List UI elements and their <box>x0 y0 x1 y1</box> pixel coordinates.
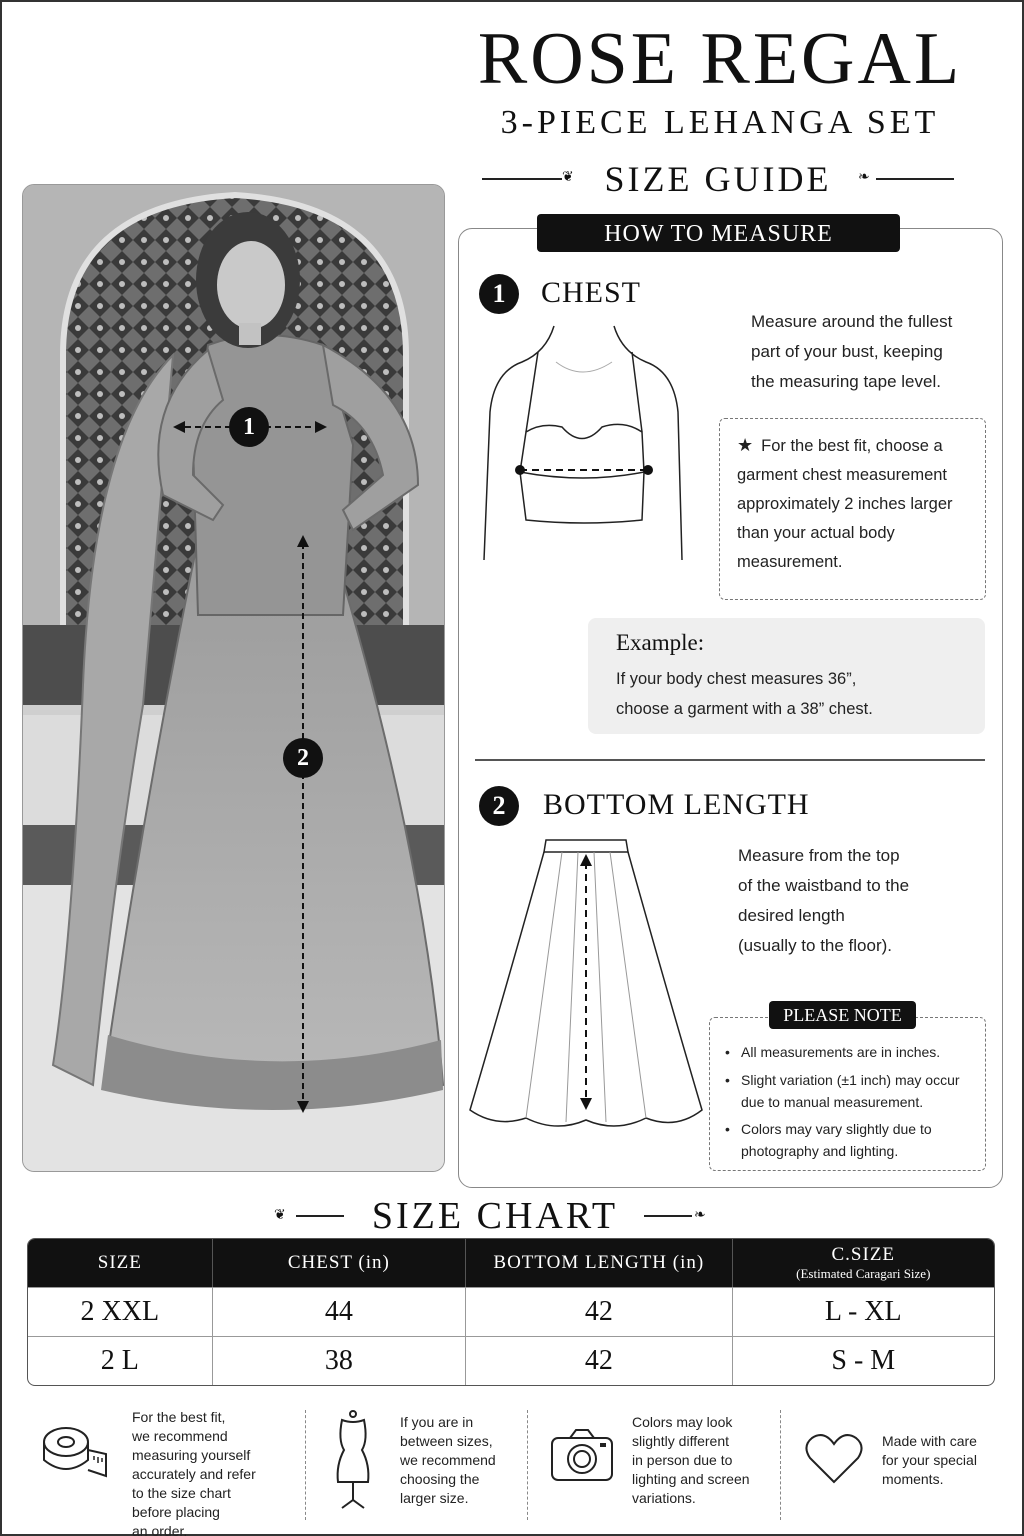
chest-title: CHEST <box>541 276 642 309</box>
bottom-number-badge: 2 <box>479 786 519 826</box>
table-row <box>28 1336 994 1385</box>
table-cell: 2 XXL <box>28 1287 213 1336</box>
ornament-left-icon: ❦ <box>274 1206 286 1222</box>
size-chart-title: SIZE CHART <box>371 1195 619 1237</box>
chest-tip: ★ For the best fit, choose a garment chest measurement approximately 2 inches larger than your actual body measurement. <box>737 435 953 571</box>
how-to-measure-label: HOW TO MEASURE <box>537 214 900 252</box>
bottom-length-title: BOTTOM LENGTH <box>543 788 810 821</box>
camera-icon <box>550 1428 614 1482</box>
footer-divider <box>527 1410 528 1520</box>
note-item-3: • Colors may vary slightly due to photography and lighting. <box>741 1118 981 1162</box>
footer-divider <box>305 1410 306 1520</box>
size-guide-heading <box>478 158 958 202</box>
size-guide-title: SIZE GUIDE <box>604 159 832 199</box>
column-header-size: SIZE <box>28 1239 213 1287</box>
table-row <box>28 1287 994 1336</box>
footer-tip-sizes: If you are in between sizes, we recommend choosing the larger size. <box>400 1414 496 1506</box>
footer-divider <box>780 1410 781 1520</box>
product-title: ROSE REGAL <box>477 18 963 100</box>
chest-description: Measure around the fullest part of your bust, keeping the measuring tape level. <box>751 312 953 391</box>
heart-icon <box>804 1432 864 1486</box>
chest-number-badge: 1 <box>479 274 519 314</box>
table-cell: S - M <box>733 1336 994 1385</box>
section-divider <box>475 759 985 761</box>
chest-diagram-icon <box>482 322 687 564</box>
table-header-row <box>28 1239 994 1287</box>
chest-marker: 1 <box>243 414 255 440</box>
note-item-2: • Slight variation (±1 inch) may occur due to manual measurement. <box>741 1069 981 1113</box>
table-cell: 44 <box>213 1287 466 1336</box>
size-chart-table <box>27 1238 995 1386</box>
please-note-label: PLEASE NOTE <box>769 1001 916 1029</box>
note-item-1: • All measurements are in inches. <box>741 1041 981 1063</box>
product-subtitle: 3-PIECE LEHANGA SET <box>500 104 940 141</box>
table-cell: 2 L <box>28 1336 213 1385</box>
table-cell: 38 <box>213 1336 466 1385</box>
ornament-left-icon: ❦ <box>562 168 574 184</box>
model-photo <box>22 184 445 1172</box>
ornament-right-icon: ❧ <box>694 1206 706 1222</box>
bottom-length-description: Measure from the top of the waistband to the desired length (usually to the floor). <box>738 846 910 955</box>
example-title: Example: <box>616 630 705 655</box>
table-cell: 42 <box>466 1287 732 1336</box>
star-icon: ★ <box>737 435 754 455</box>
measuring-tape-icon <box>40 1420 112 1482</box>
length-marker: 2 <box>297 745 309 771</box>
column-header-bottom-length: BOTTOM LENGTH (in) <box>466 1239 732 1287</box>
footer-tip-measure: For the best fit, we recommend measuring yourself accurately and refer to the size chart before placing an order. <box>132 1409 256 1536</box>
footer-tip-care: Made with care for your special moments. <box>882 1433 977 1487</box>
skirt-diagram-icon <box>466 838 706 1138</box>
table-cell: 42 <box>466 1336 732 1385</box>
ornament-right-icon: ❧ <box>858 168 870 184</box>
column-header-chest: CHEST (in) <box>213 1239 466 1287</box>
dress-form-icon <box>330 1410 376 1510</box>
column-header-csize: C.SIZE (Estimated Caragari Size) <box>733 1239 994 1287</box>
example-text: If your body chest measures 36”, choose a garment with a 38” chest. <box>616 670 873 718</box>
footer-tip-colors: Colors may look slightly different in person due to lighting and screen variations. <box>632 1414 750 1506</box>
table-cell: L - XL <box>733 1287 994 1336</box>
size-chart-heading <box>270 1194 720 1238</box>
